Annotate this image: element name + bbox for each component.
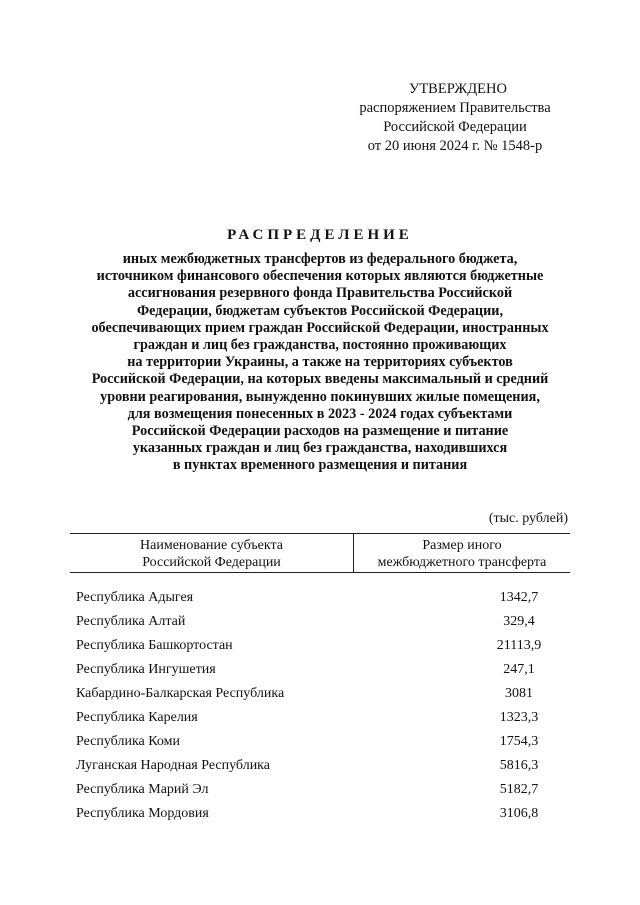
header-subject-line2: Российской Федерации xyxy=(142,555,281,570)
table-row xyxy=(70,734,570,758)
table-row xyxy=(70,590,570,614)
transfer-amount-value: 1754,3 xyxy=(499,734,539,749)
document-title: РАСПРЕДЕЛЕНИЕ xyxy=(227,227,413,243)
transfer-amount xyxy=(390,806,550,830)
transfer-amount xyxy=(390,662,550,686)
subtitle-line: уровни реагирования, вынужденно покинувших жилые помещения, xyxy=(100,388,540,405)
subject-name: Кабардино-Балкарская Республика xyxy=(76,686,285,701)
subject-name: Республика Мордовия xyxy=(76,806,209,821)
subject-name: Республика Адыгея xyxy=(76,590,194,605)
table-row xyxy=(70,614,570,638)
subtitle-line: указанных граждан и лиц без гражданства, находившихся xyxy=(132,440,508,457)
subtitle-line: иных межбюджетных трансфертов из федерального бюджета, xyxy=(122,251,518,267)
transfer-amount-value: 1323,3 xyxy=(499,710,539,725)
subject-name: Луганская Народная Республика xyxy=(76,758,270,773)
transfer-amount-value: 5816,3 xyxy=(499,758,539,773)
transfer-amount xyxy=(390,590,550,614)
table-row xyxy=(70,638,570,662)
transfer-amount-value: 1342,7 xyxy=(499,590,539,605)
subtitle-line: в пунктах временного размещения и питания xyxy=(172,457,468,474)
header-subject-name xyxy=(70,534,354,572)
table-row xyxy=(70,758,570,782)
header-amount-line2: межбюджетного трансферта xyxy=(377,555,547,570)
transfer-amount xyxy=(390,710,550,734)
subtitle-line: Российской Федерации, на которых введены максимальный и средний xyxy=(91,371,549,388)
table-header xyxy=(70,533,570,573)
table-row xyxy=(70,782,570,806)
approval-issuer: распоряжением Правительства xyxy=(359,100,551,116)
subtitle-line: граждан и лиц без гражданства, постоянно проживающих xyxy=(133,337,507,354)
document-subtitle xyxy=(60,251,580,475)
header-amount-line1: Размер иного xyxy=(422,538,502,553)
subject-name: Республика Ингушетия xyxy=(76,662,216,677)
subtitle-line: ассигнования резервного фонда Правительства Российской xyxy=(127,285,513,302)
table-body xyxy=(70,590,570,830)
transfer-amount xyxy=(390,614,550,638)
subject-name: Республика Башкортостан xyxy=(76,638,233,653)
subtitle-line: для возмещения понесенных в 2023 - 2024 годах субъектами xyxy=(127,405,513,422)
distribution-table xyxy=(70,533,570,821)
subtitle-line: обеспечивающих прием граждан Российской Федерации, иностранных xyxy=(91,319,549,336)
transfer-amount-value: 3081 xyxy=(505,686,533,701)
table-row xyxy=(70,806,570,830)
subject-name: Республика Марий Эл xyxy=(76,782,209,797)
transfer-amount xyxy=(390,782,550,806)
transfer-amount xyxy=(390,758,550,782)
transfer-amount-value: 329,4 xyxy=(503,614,535,629)
header-transfer-amount xyxy=(354,534,570,572)
transfer-amount-value: 3106,8 xyxy=(499,806,539,821)
units-label: (тыс. рублей) xyxy=(488,511,568,526)
transfer-amount xyxy=(390,638,550,662)
header-subject-line1: Наименование субъекта xyxy=(140,538,283,553)
approval-issuer-country: Российской Федерации xyxy=(383,119,527,135)
transfer-amount-value: 247,1 xyxy=(503,662,535,677)
subject-name: Республика Коми xyxy=(76,734,180,749)
subject-name: Республика Карелия xyxy=(76,710,198,725)
transfer-amount-value: 5182,7 xyxy=(499,782,539,797)
subtitle-line: Федерации, бюджетам субъектов Российской Федерации, xyxy=(136,302,504,319)
subject-name: Республика Алтай xyxy=(76,614,186,629)
transfer-amount xyxy=(390,686,550,710)
approval-date-number: от 20 июня 2024 г. № 1548-р xyxy=(367,138,543,154)
table-row xyxy=(70,710,570,734)
table-row xyxy=(70,686,570,710)
transfer-amount xyxy=(390,734,550,758)
transfer-amount-value: 21113,9 xyxy=(496,638,542,653)
approval-stamp xyxy=(330,80,580,156)
approval-heading: УТВЕРЖДЕНО xyxy=(409,81,507,97)
subtitle-line: Российской Федерации расходов на размещение и питание xyxy=(131,423,509,440)
subtitle-line: на территории Украины, а также на территориях субъектов xyxy=(127,354,513,371)
subtitle-line: источником финансового обеспечения которых являются бюджетные xyxy=(96,268,544,285)
table-row xyxy=(70,662,570,686)
